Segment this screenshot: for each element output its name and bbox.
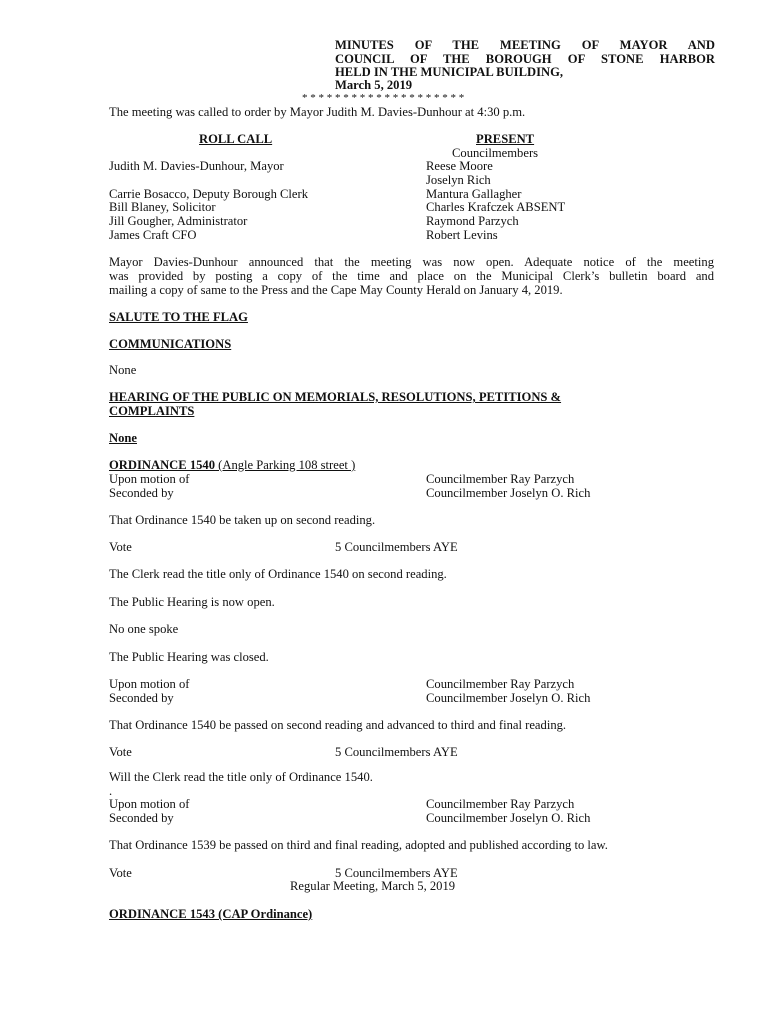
seconded-label: Seconded by [109,811,174,825]
star-divider: * * * * * * * * * * * * * * * * * * * * [302,92,465,104]
vote-label: Vote [109,540,132,554]
vote-result: 5 Councilmembers AYE [335,540,458,554]
seconded-by: Councilmember Joselyn O. Rich [426,811,591,825]
minutes-title-line-3: HELD IN THE MUNICIPAL BUILDING, [335,65,564,79]
minutes-title-line-2: COUNCIL OF THE BOROUGH OF STONE HARBOR [335,52,715,66]
roll-left-item: James Craft CFO [109,228,197,242]
motion-by: Councilmember Ray Parzych [426,677,575,691]
present-heading: PRESENT [476,132,535,146]
roll-right-item: Charles Krafczek ABSENT [426,200,566,214]
communications-body: None [109,363,137,377]
roll-right-item: Reese Moore [426,159,493,173]
call-to-order: The meeting was called to order by Mayor Judith M. Davies-Dunhour at 4:30 p.m. [109,105,526,119]
motion-label: Upon motion of [109,677,190,691]
meeting-date: March 5, 2019 [335,78,413,92]
roll-right-item: Joselyn Rich [426,173,491,187]
roll-left-item: Bill Blaney, Solicitor [109,200,216,214]
roll-call-heading: ROLL CALL [199,132,273,146]
notice-line-2: was provided by posting a copy of the time and place on the Municipal Clerk’s bulletin board and [109,269,714,283]
vote-label: Vote [109,745,132,759]
motion-label: Upon motion of [109,797,190,811]
second-reading-text: That Ordinance 1540 be taken up on second reading. [109,513,376,527]
ordinance-1543-heading: ORDINANCE 1543 (CAP Ordinance) [109,907,313,921]
communications-heading: COMMUNICATIONS [109,337,232,351]
minutes-title-line-1: MINUTES OF THE MEETING OF MAYOR AND [335,38,715,52]
ordinance-1540-subtitle: (Angle Parking 108 street ) [215,458,356,472]
motion-by: Councilmember Ray Parzych [426,472,575,486]
page-footer: Regular Meeting, March 5, 2019 [290,879,456,893]
motion-label: Upon motion of [109,472,190,486]
salute-heading: SALUTE TO THE FLAG [109,310,248,324]
hearing-heading-line-2: COMPLAINTS [109,404,195,418]
roll-right-item: Raymond Parzych [426,214,519,228]
no-one-spoke-text: No one spoke [109,622,179,636]
ordinance-1540-heading [109,459,355,473]
roll-right-item: Mantura Gallagher [426,187,522,201]
hearing-body: None [109,431,137,445]
notice-line-3: mailing a copy of same to the Press and the Cape May County Herald on January 4, 2019. [109,283,563,297]
councilmembers-label: Councilmembers [452,146,539,160]
vote-result: 5 Councilmembers AYE [335,745,458,759]
vote-result: 5 Councilmembers AYE [335,866,458,880]
hearing-heading-line-1: HEARING OF THE PUBLIC ON MEMORIALS, RESOLUTIONS, PETITIONS & [109,390,562,404]
will-clerk-read-text: Will the Clerk read the title only of Ordinance 1540. [109,770,373,784]
seconded-label: Seconded by [109,691,174,705]
motion-by: Councilmember Ray Parzych [426,797,575,811]
notice-line-1: Mayor Davies-Dunhour announced that the meeting was now open. Adequate notice of the meeting [109,255,714,269]
passed-second-text: That Ordinance 1540 be passed on second reading and advanced to third and final reading. [109,718,567,732]
seconded-by: Councilmember Joselyn O. Rich [426,691,591,705]
stray-period: . [109,784,113,798]
hearing-open-text: The Public Hearing is now open. [109,595,275,609]
roll-left-item: Judith M. Davies-Dunhour, Mayor [109,159,284,173]
clerk-read-text: The Clerk read the title only of Ordinance 1540 on second reading. [109,567,447,581]
ordinance-1540-number: ORDINANCE 1540 [109,458,216,472]
seconded-by: Councilmember Joselyn O. Rich [426,486,591,500]
roll-right-item: Robert Levins [426,228,498,242]
roll-left-item: Carrie Bosacco, Deputy Borough Clerk [109,187,309,201]
final-reading-text: That Ordinance 1539 be passed on third and final reading, adopted and published according to law. [109,838,608,852]
hearing-closed-text: The Public Hearing was closed. [109,650,269,664]
roll-left-item: Jill Gougher, Administrator [109,214,248,228]
vote-label: Vote [109,866,132,880]
seconded-label: Seconded by [109,486,174,500]
